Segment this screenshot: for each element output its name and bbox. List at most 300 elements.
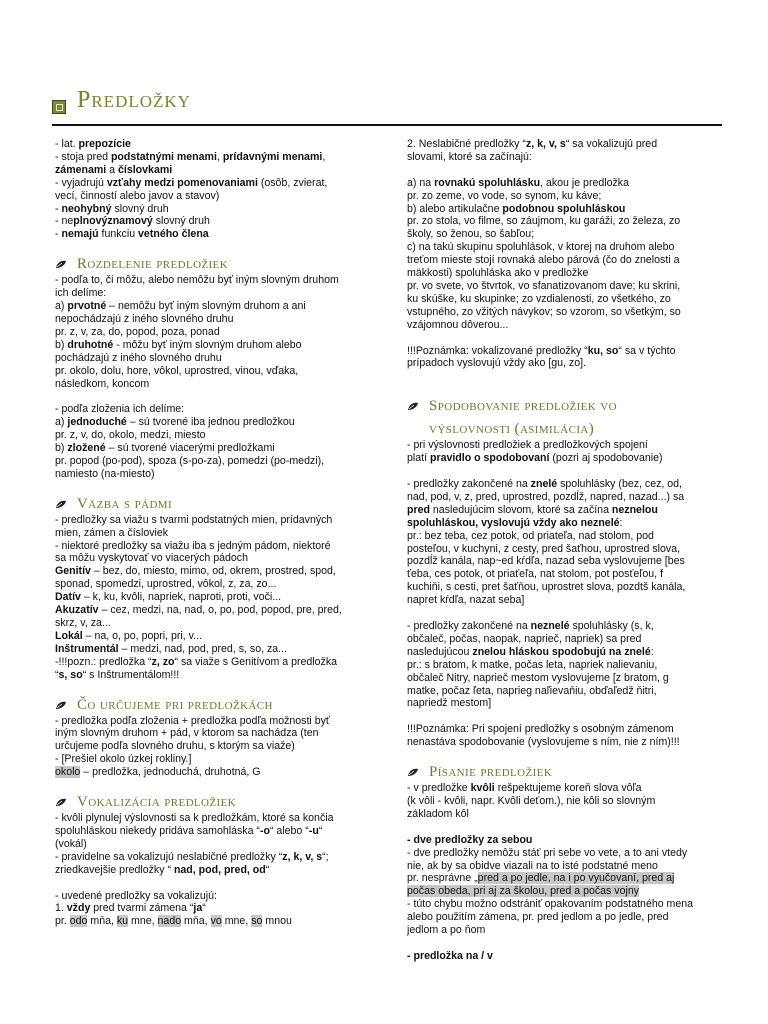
- text-segment: - v predložke: [407, 782, 471, 795]
- text-segment: zámenami: [55, 163, 107, 176]
- text-line: [55, 591, 365, 604]
- text-line: [407, 885, 717, 898]
- vokalizacia-cont-section: [407, 138, 717, 370]
- heading-spodobovanie: [407, 396, 717, 416]
- text-segment: pravidlo o spodobovaní: [429, 452, 550, 465]
- text-line: [407, 177, 717, 190]
- text-segment: (pozri aj spodobovanie): [549, 452, 663, 465]
- text-segment: - podľa to, či môžu, alebo nemôžu byť iným slovným druhom: [55, 274, 339, 287]
- text-segment: prídavnými menami: [222, 150, 323, 163]
- text-segment: !!!Poznámka: Pri spojení predložky s osobným zámenom: [407, 723, 674, 736]
- text-segment: nenastáva spodobovanie (vyslovujeme s ním, nie z ním)!!!: [407, 736, 680, 749]
- highlighted-text: počas obeda, pri aj za školou, pred a počas vojny: [407, 885, 640, 898]
- text-segment: pr. zo zeme, vo vode, so synom, ku káve;: [407, 189, 602, 202]
- heading-text: Väzba s pádmi: [77, 495, 173, 512]
- text-line: [55, 274, 365, 287]
- highlighted-text: so: [251, 915, 263, 928]
- text-line: [407, 795, 717, 808]
- text-segment: -: [55, 202, 62, 215]
- text-segment: vetného člena: [138, 228, 209, 241]
- text-line: [55, 164, 365, 177]
- text-line: [407, 306, 717, 319]
- text-line: [407, 491, 717, 504]
- text-line: [407, 543, 717, 556]
- text-line: [407, 581, 717, 594]
- text-line: [407, 898, 717, 911]
- right-column: [407, 138, 717, 963]
- text-line: [55, 740, 365, 753]
- text-line: [55, 527, 365, 540]
- text-segment: pr. z, v, za, do, popod, poza, ponad: [55, 325, 220, 338]
- text-segment: – k, ku, kvôli, napriek, naproti, proti, voči...: [80, 591, 282, 604]
- leaf-bullet-icon: [407, 402, 419, 411]
- text-segment: pozdĺž kanála, nap~ed kŕdľa, nazad seba vyslovujeme [bes: [407, 555, 685, 568]
- text-segment: mäkkosti) spoluhláska ako v predložke: [407, 267, 589, 280]
- text-segment: a): [55, 416, 68, 429]
- text-segment: znelé: [530, 478, 558, 491]
- text-segment: “: [265, 863, 270, 876]
- text-segment: 2. Neslabičné predložky “: [407, 138, 526, 150]
- text-segment: – predložka, jednoduchá, druhotná, G: [80, 766, 261, 779]
- text-segment: ,: [216, 150, 223, 163]
- text-line: [55, 313, 365, 326]
- text-segment: z, k, v, s: [525, 138, 566, 150]
- text-segment: “ sa v týchto: [618, 344, 676, 357]
- text-segment: mnou: [262, 915, 292, 928]
- text-segment: z, k, v, s: [282, 850, 323, 863]
- text-segment: ,: [322, 150, 326, 163]
- text-segment: - predložka na / v: [407, 949, 493, 962]
- text-line: [407, 872, 717, 885]
- text-segment: - predložka podľa zloženia + predložka podľa možnosti byť: [55, 714, 330, 727]
- text-line: [407, 723, 717, 736]
- text-line: [55, 838, 365, 851]
- heading-pisanie: [407, 762, 717, 782]
- text-segment: spoluhláskou niekedy pridáva samohláska “: [55, 824, 260, 837]
- text-line: [55, 215, 365, 228]
- text-line: [407, 950, 717, 963]
- text-segment: nepochádzajú z iného slovného druhu: [55, 312, 234, 325]
- text-segment: “ sa vokalizujú pred: [565, 138, 658, 150]
- text-segment: - predložky sa viažu s tvarmi podstatných mien, prídavných: [55, 513, 333, 526]
- heading-spodobovanie-line2: [407, 419, 717, 439]
- text-segment: funkciu: [98, 228, 139, 241]
- text-segment: – medzi, nad, pod, pred, s, so, za...: [118, 642, 287, 655]
- text-segment: - podľa zloženia ich delíme:: [55, 403, 185, 416]
- text-segment: - pravidelne sa vokalizujú neslabičné predložky “: [55, 850, 283, 863]
- text-segment: kvôli: [470, 782, 495, 795]
- text-segment: napriedž mestom]: [407, 697, 492, 710]
- text-line: [407, 646, 717, 659]
- text-line: [55, 138, 365, 151]
- text-segment: “;: [322, 850, 329, 863]
- text-segment: nie, ak by sa obidve viazali na to isté podstatné meno: [407, 859, 658, 872]
- heading-text: Vokalizácia predložiek: [77, 794, 237, 811]
- text-segment: nasledujúcou: [407, 645, 473, 658]
- text-segment: kuchiňi, s cesti, pret šaťňou, uprostret slova, pozdtš kanála,: [407, 581, 686, 594]
- text-line: [55, 177, 365, 190]
- text-segment: pred: [407, 503, 430, 516]
- text-segment: neohybný: [61, 202, 112, 215]
- text-segment: b) alebo artikulačne: [407, 202, 503, 215]
- text-line: [407, 452, 717, 465]
- text-segment: - túto chybu možno odstrániť opakovaním podstatného mena: [407, 898, 694, 911]
- text-segment: pochádzajú z iného slovného druhu: [55, 351, 222, 364]
- highlighted-text: ku: [116, 915, 129, 928]
- text-segment: mne,: [221, 915, 252, 928]
- text-segment: (k vôli - kvôli, napr. Kvôli deťom.), nie kôli so slovným: [407, 794, 656, 807]
- text-line: [407, 164, 717, 177]
- text-segment: -: [55, 228, 62, 241]
- text-line: [407, 517, 717, 530]
- spodobovanie-section: [407, 439, 717, 749]
- text-line: [407, 685, 717, 698]
- text-segment: napret kŕdľa, nazat seba]: [407, 594, 525, 607]
- text-segment: - pri výslovnosti predložiek a predložkových spojení: [407, 439, 648, 452]
- text-line: [55, 190, 365, 203]
- text-line: [55, 643, 365, 656]
- text-segment: občaleč, počas, naopak, naprieč, napriek) sa pred: [407, 632, 642, 645]
- text-line: [55, 630, 365, 643]
- text-line: [407, 672, 717, 685]
- text-line: [407, 280, 717, 293]
- text-line: [55, 604, 365, 617]
- heading-vazba: [55, 494, 365, 514]
- text-line: [407, 633, 717, 646]
- text-segment: “: [318, 824, 323, 837]
- pisanie-section: [407, 782, 717, 963]
- text-line: [55, 514, 365, 527]
- text-line: [55, 890, 365, 903]
- text-segment: – na, o, po, popri, pri, v...: [82, 629, 203, 642]
- text-line: [407, 332, 717, 345]
- text-segment: vzťahy medzi pomenovaniami: [106, 176, 258, 189]
- text-segment: zriedkavejšie predložky “: [55, 863, 174, 876]
- text-line: [407, 924, 717, 937]
- text-segment: c) na takú skupinu spoluhlások, v ktorej na druhom alebo: [407, 241, 675, 254]
- bullet-square-icon: [52, 100, 66, 114]
- text-segment: - môžu byť iným slovným druhom alebo: [113, 338, 302, 351]
- text-line: [55, 228, 365, 241]
- text-segment: mňa,: [181, 915, 211, 928]
- text-segment: pr. zo stola, vo filme, so záujmom, ku garáži, zo železa, zo: [407, 215, 681, 228]
- leaf-bullet-icon: [55, 798, 67, 807]
- text-line: [407, 620, 717, 633]
- text-line: [55, 442, 365, 455]
- text-segment: podobnou spoluhláskou: [502, 202, 626, 215]
- text-line: [407, 345, 717, 358]
- text-segment: neznelou: [611, 503, 658, 516]
- text-segment: jednoduché: [67, 416, 127, 429]
- text-segment: podstatnými menami: [110, 150, 217, 163]
- text-line: [407, 607, 717, 620]
- text-segment: vždy: [66, 902, 91, 915]
- text-line: [55, 151, 365, 164]
- text-segment: - predložky zakončené na: [407, 478, 531, 491]
- highlighted-text: odo: [69, 915, 88, 928]
- text-line: [407, 203, 717, 216]
- text-segment: slovný druh: [152, 215, 210, 228]
- text-line: [407, 834, 717, 847]
- text-segment: ťeba, ces potok, ot priaťeľa, nat stolom, pot posťeľou, f: [407, 568, 664, 581]
- text-segment: sa môžu vyskytovať vo viacerých pádoch: [55, 552, 248, 565]
- urcujeme-section: [55, 715, 365, 780]
- text-segment: a: [106, 163, 119, 176]
- text-segment: (osôb, zvierat,: [257, 176, 328, 189]
- leaf-bullet-icon: [407, 768, 419, 777]
- text-line: [55, 864, 365, 877]
- text-segment: Lokál: [55, 629, 83, 642]
- page-title-text: Predložky: [77, 87, 191, 113]
- text-line: [407, 215, 717, 228]
- text-segment: - ne: [55, 215, 74, 228]
- text-line: [407, 710, 717, 723]
- text-segment: vecí, činností alebo javov a stavov): [55, 189, 220, 202]
- text-segment: mien, zámen a čísloviek: [55, 526, 169, 539]
- text-line: [55, 915, 365, 928]
- text-line: [407, 821, 717, 834]
- text-segment: alebo použitím zámena, pr. pred jedlom a po jedle, pred: [407, 911, 669, 924]
- text-segment: treťom mieste stojí rovnaká alebo párová (čo do znelosti a: [407, 254, 680, 267]
- rozdelenie-section: [55, 274, 365, 481]
- text-segment: a) na: [407, 176, 435, 189]
- text-segment: ku skúške, ku skupinke; zo vzdialenosti, zo všetkého, zo: [407, 292, 671, 305]
- text-line: [55, 552, 365, 565]
- intro-section: [55, 138, 365, 241]
- text-segment: b): [55, 442, 68, 455]
- heading-urcujeme: [55, 695, 365, 715]
- text-segment: nad, pod, v, z, pred, uprostred, pozdĺž, napred, nazad...) sa: [407, 490, 685, 503]
- text-line: [407, 736, 717, 749]
- text-segment: spoluhlásky (s, k,: [569, 620, 654, 632]
- text-line: [55, 455, 365, 468]
- text-line: [55, 403, 365, 416]
- text-segment: školy, so ženou, so šabľou;: [407, 228, 535, 241]
- text-line: [407, 937, 717, 950]
- page-title: [52, 87, 722, 126]
- text-line: [55, 339, 365, 352]
- text-line: [407, 190, 717, 203]
- heading-text: výslovnosti (asimilácia): [429, 421, 595, 438]
- text-line: [407, 439, 717, 452]
- text-segment: - kvôli plynulej výslovnosti sa k predložkám, ktoré sa končia: [55, 812, 334, 825]
- leaf-bullet-icon: [55, 701, 67, 710]
- text-segment: pr. z, v, do, okolo, medzi, miesto: [55, 429, 206, 442]
- text-line: [407, 357, 717, 370]
- text-line: [407, 568, 717, 581]
- text-segment: – nemôžu byť iným slovným druhom a ani: [106, 300, 306, 313]
- text-line: [407, 228, 717, 241]
- text-segment: - vyjadrujú: [55, 176, 107, 189]
- text-segment: číslovkami: [118, 163, 173, 176]
- text-line: [407, 555, 717, 568]
- text-line: [55, 326, 365, 339]
- text-segment: rešpektujeme koreň slova vôľa: [494, 782, 642, 795]
- text-segment: - predložky zakončené na: [407, 620, 531, 632]
- text-segment: občaleč Nitry, naprieč mestom vyslovujeme [z bratom, g: [407, 671, 669, 684]
- left-column: [55, 138, 365, 928]
- text-line: [407, 847, 717, 860]
- text-line: [55, 877, 365, 890]
- text-segment: (vokál): [55, 837, 87, 850]
- text-segment: prvotné: [67, 300, 107, 313]
- text-segment: “: [202, 902, 206, 915]
- text-segment: zložené: [67, 442, 106, 455]
- text-segment: s, so: [58, 668, 83, 681]
- heading-rozdelenie: [55, 254, 365, 274]
- text-line: [55, 468, 365, 481]
- text-segment: znelou hláskou spodobujú na znelé: [472, 645, 651, 658]
- text-line: [55, 825, 365, 838]
- text-segment: Inštrumentál: [55, 642, 119, 655]
- text-segment: - uvedené predložky sa vokalizujú:: [55, 889, 217, 902]
- text-line: [55, 429, 365, 442]
- text-segment: – sú tvorené viacerými predložkami: [105, 442, 275, 455]
- text-segment: skrz, v, za...: [55, 617, 111, 629]
- text-segment: pr.: [55, 915, 70, 928]
- text-segment: - dve predložky za sebou: [407, 833, 533, 846]
- text-line: [407, 530, 717, 543]
- text-segment: jedlom a po ňom: [407, 924, 486, 937]
- leaf-bullet-icon: [55, 260, 67, 269]
- text-segment: - dve predložky nemôžu stáť pri sebe vo vete, a to ani vtedy: [407, 846, 688, 859]
- text-line: [407, 504, 717, 517]
- heading-text: Spodobovanie predložiek vo: [429, 398, 617, 415]
- text-line: [55, 617, 365, 630]
- text-segment: nemajú: [61, 228, 99, 241]
- heading-text: Čo určujeme pri predložkách: [77, 696, 273, 713]
- text-line: [55, 287, 365, 300]
- text-segment: rovnakú spoluhlásku: [434, 176, 541, 189]
- text-segment: -o: [259, 824, 270, 837]
- text-segment: platí: [407, 452, 430, 465]
- text-line: [55, 669, 365, 682]
- text-line: [407, 138, 717, 151]
- text-line: [407, 478, 717, 491]
- text-segment: ich delíme:: [55, 287, 107, 300]
- text-segment: - niektoré predložky sa viažu iba s jedným pádom, niektoré: [55, 539, 331, 552]
- text-line: [55, 416, 365, 429]
- text-segment: vstupného, zo vžitých návykov; so vzorom, so všetkým, so: [407, 305, 681, 318]
- highlighted-text: nado: [157, 915, 182, 928]
- text-segment: “ alebo “: [269, 824, 309, 837]
- text-line: [407, 659, 717, 672]
- text-line: [407, 911, 717, 924]
- text-segment: spoluhláskou, vyslovujú vždy ako neznelé: [407, 516, 620, 529]
- text-line: [55, 300, 365, 313]
- text-segment: pr. nesprávne „: [407, 872, 478, 885]
- text-line: [407, 319, 717, 332]
- text-line: [407, 151, 717, 164]
- text-segment: mne,: [128, 915, 158, 928]
- text-segment: ja: [193, 902, 203, 915]
- text-segment: – cez, medzi, na, nad, o, po, pod, popod, pre, pred,: [98, 604, 342, 617]
- text-segment: b): [55, 338, 68, 351]
- text-segment: pr. vo svete, vo štvrtok, vo sfanatizovanom dave; ku skrini,: [407, 279, 681, 292]
- text-segment: pred tvarmi zámena “: [90, 902, 194, 915]
- text-segment: pr. popod (po-pod), spoza (s-po-za), pomedzi (po-medzi),: [55, 454, 325, 467]
- text-line: [407, 808, 717, 821]
- text-line: [407, 267, 717, 280]
- text-line: [407, 241, 717, 254]
- text-segment: plnovýznamový: [73, 215, 153, 228]
- text-line: [55, 378, 365, 391]
- text-segment: posteľou, v kuchyni, z cesty, pred šaťhou, uprostred slova,: [407, 542, 681, 555]
- text-segment: -!!!pozn.: predložka “: [55, 655, 152, 668]
- highlighted-text: pred a po jedle, na i po vyučovaní, pred aj: [477, 872, 675, 885]
- text-line: [55, 902, 365, 915]
- text-line: [55, 812, 365, 825]
- text-segment: 1.: [55, 902, 67, 915]
- heading-vokalizacia: [55, 792, 365, 812]
- text-segment: , akou je predložka: [540, 176, 629, 189]
- text-segment: “ sa viaže s Genitívom a predložka: [174, 655, 338, 668]
- highlighted-text: vo: [210, 915, 222, 928]
- text-segment: sponad, spomedzi, uprostred, vôkol, z, za, zo...: [55, 578, 277, 591]
- text-segment: - stoja pred: [55, 150, 111, 163]
- text-segment: neznelé: [530, 620, 570, 632]
- text-line: [55, 727, 365, 740]
- text-line: [407, 293, 717, 306]
- text-segment: “ s Inštrumentálom!!!: [82, 668, 180, 681]
- text-segment: základom kôl: [407, 807, 469, 820]
- text-segment: pr.: bez teba, cez potok, od priateľa, nad stolom, pod: [407, 529, 654, 542]
- heading-text: Rozdelenie predložiek: [77, 256, 229, 273]
- text-segment: mňa,: [87, 915, 117, 928]
- text-segment: určujeme podľa slovného druhu, s ktorým sa viaže): [55, 740, 295, 753]
- text-segment: – sú tvorené iba jednou predložkou: [126, 416, 295, 429]
- text-segment: spoluhlásky (bez, cez, od,: [557, 478, 683, 491]
- text-line: [55, 365, 365, 378]
- text-line: [407, 860, 717, 873]
- text-segment: -u: [308, 824, 319, 837]
- text-segment: – bez, do, miesto, mimo, od, okrem, prostred, spod,: [90, 565, 336, 578]
- text-segment: :: [619, 516, 623, 529]
- text-line: [55, 203, 365, 216]
- text-line: [55, 753, 365, 766]
- text-segment: “: [55, 668, 59, 681]
- text-segment: matke, počaz ľeta, naprieg naľievaňiu, obďaľedž ňitri,: [407, 684, 657, 697]
- text-segment: iným slovným druhom + pád, v ktorom sa nachádza (ten: [55, 727, 319, 740]
- text-segment: pr.: s bratom, k matke, počas leta, napriek nalievaniu,: [407, 658, 658, 671]
- vokalizacia-section: [55, 812, 365, 928]
- text-segment: Genitív: [55, 565, 91, 578]
- text-segment: - lat.: [55, 138, 79, 150]
- text-line: [407, 465, 717, 478]
- text-line: [407, 254, 717, 267]
- text-segment: Datív: [55, 591, 81, 604]
- highlighted-text: okolo: [55, 766, 81, 779]
- text-line: [55, 565, 365, 578]
- text-line: [55, 540, 365, 553]
- text-segment: :: [650, 645, 654, 658]
- text-segment: Akuzatív: [55, 604, 99, 617]
- heading-text: Písanie predložiek: [429, 764, 553, 781]
- text-line: [407, 594, 717, 607]
- text-segment: slovami, ktoré sa začínajú:: [407, 150, 532, 163]
- text-segment: namiesto (na-miesto): [55, 467, 155, 480]
- text-segment: následkom, koncom: [55, 377, 150, 390]
- text-segment: z, zo: [151, 655, 175, 668]
- text-line: [407, 697, 717, 710]
- text-segment: a): [55, 300, 68, 313]
- text-segment: nad, pod, pred, od: [173, 863, 266, 876]
- text-segment: prepozície: [78, 138, 131, 150]
- text-segment: - [Prešiel okolo úzkej rokliny.]: [55, 753, 192, 766]
- text-segment: vzájomnou dôverou...: [407, 318, 509, 331]
- text-segment: slovný druh: [111, 202, 169, 215]
- text-segment: !!!Poznámka: vokalizované predložky “: [407, 344, 588, 357]
